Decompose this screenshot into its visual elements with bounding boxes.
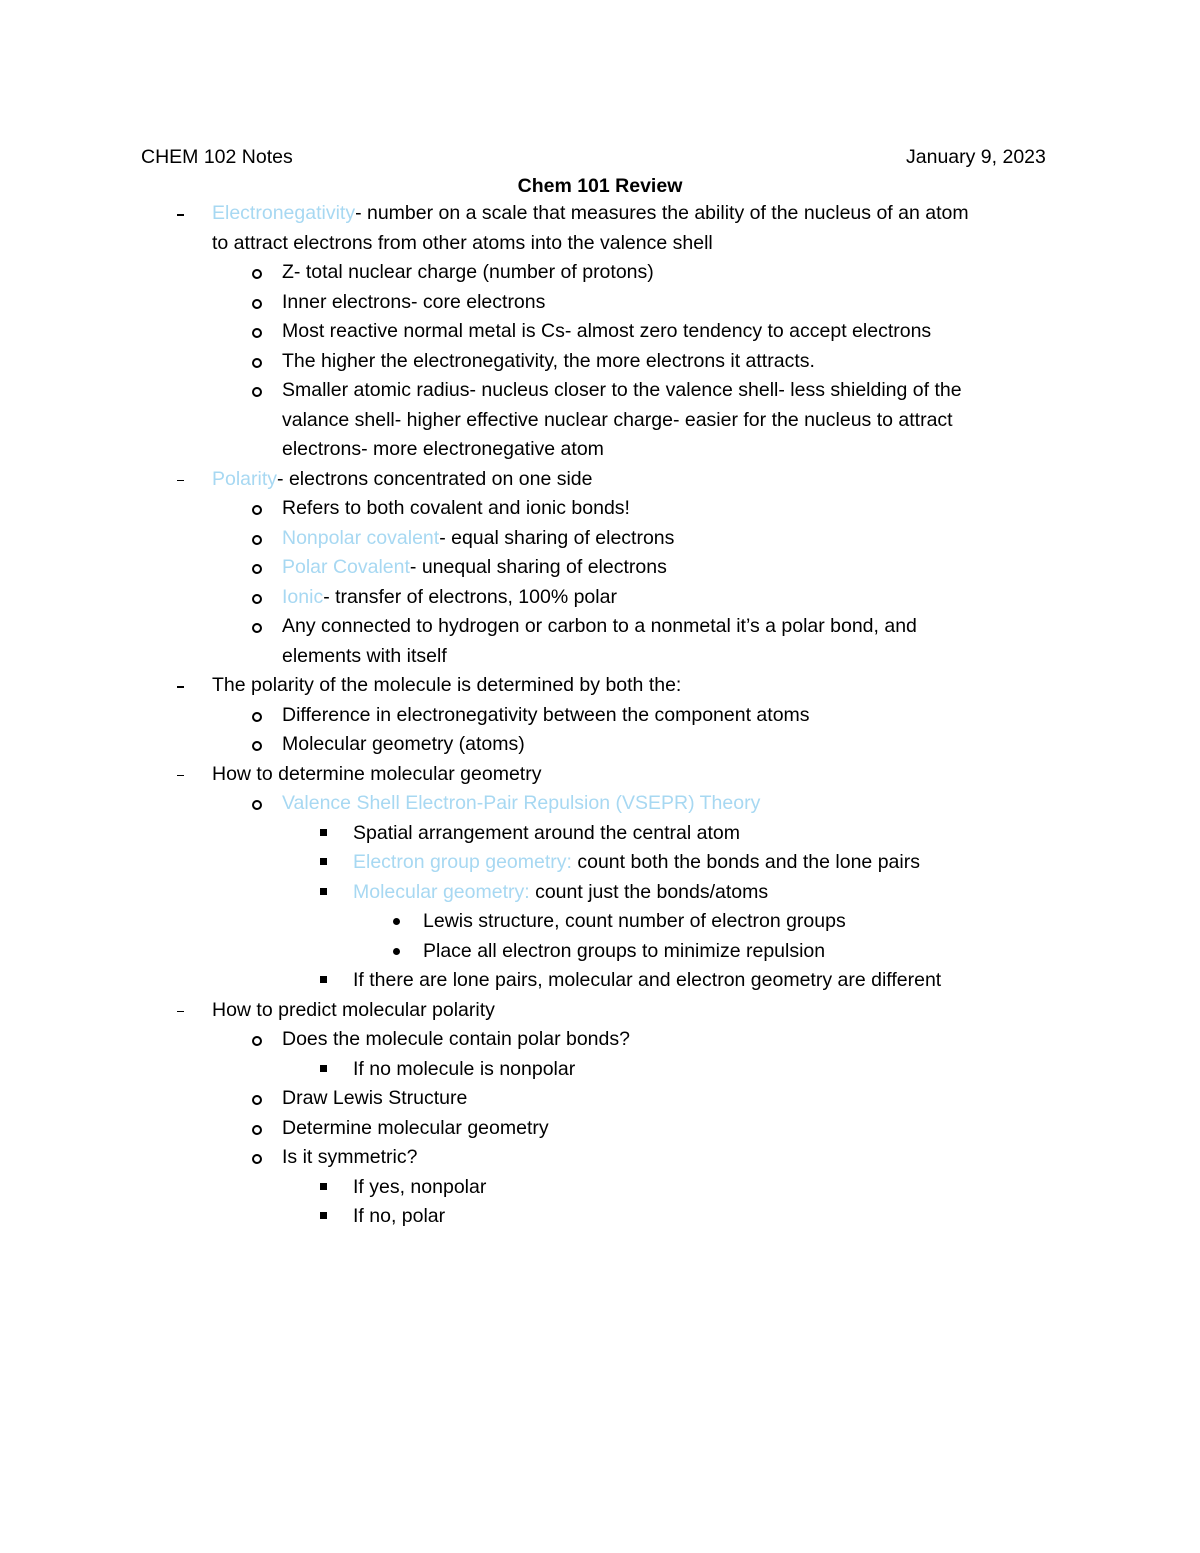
outline-item-level-2 <box>282 376 1070 465</box>
circle-bullet-icon <box>252 1114 264 1143</box>
item-text: If there are lone pairs, molecular and electron geometry are different <box>353 969 942 991</box>
highlighted-term: Valence Shell Electron-Pair Repulsion (VSEPR) Theory <box>282 792 761 814</box>
square-bullet-icon <box>320 1202 330 1231</box>
outline-item-level-4 <box>423 907 1070 937</box>
item-text: If no, polar <box>353 1205 446 1227</box>
item-text: - unequal sharing of electrons <box>409 556 667 578</box>
item-line <box>353 848 1070 878</box>
circle-bullet-icon <box>252 258 264 287</box>
outline-item-level-1 <box>212 996 1070 1026</box>
item-text: valance shell- higher effective nuclear charge- easier for the nucleus to attract <box>282 408 953 431</box>
item-text: electrons- more electronegative atom <box>282 438 604 460</box>
outline-item-level-3 <box>353 819 1070 849</box>
outline-item-level-2 <box>282 524 1070 554</box>
item-text: to attract electrons from other atoms into the valence shell <box>212 231 713 254</box>
outline-item-level-3 <box>353 966 1070 996</box>
item-text: Smaller atomic radius- nucleus closer to the valence shell- less shielding of the <box>282 379 962 401</box>
item-line <box>282 524 1070 554</box>
outline-item-level-2 <box>282 701 1070 731</box>
outline-item-level-2 <box>282 1025 1070 1055</box>
circle-bullet-icon <box>252 347 264 376</box>
outline-item-level-2 <box>282 317 1070 347</box>
item-line <box>212 199 1070 229</box>
header-course-title: CHEM 102 Notes <box>141 146 293 168</box>
circle-bullet-icon <box>252 1025 264 1054</box>
item-text: Refers to both covalent and ionic bonds! <box>282 497 630 519</box>
highlighted-term: Ionic <box>282 585 324 608</box>
outline-item-level-3 <box>353 1173 1070 1203</box>
item-line <box>282 789 1070 819</box>
highlighted-term: Nonpolar covalent <box>282 526 440 549</box>
notes-outline <box>0 199 1200 1232</box>
circle-bullet-icon <box>252 524 264 553</box>
square-bullet-icon <box>320 878 330 907</box>
circle-bullet-icon <box>252 730 264 759</box>
item-text: The higher the electronegativity, the more electrons it attracts. <box>282 349 815 372</box>
item-line <box>353 878 1070 908</box>
highlighted-term: Polar Covalent <box>282 556 410 578</box>
item-text: If no molecule is nonpolar <box>353 1057 576 1080</box>
item-text: Lewis structure, count number of electron groups <box>423 910 846 932</box>
page-title: Chem 101 Review <box>517 175 683 197</box>
outline-item-level-1 <box>212 671 1070 701</box>
circle-bullet-icon <box>252 376 264 405</box>
outline-item-level-2 <box>282 258 1070 288</box>
circle-bullet-icon <box>252 288 264 317</box>
circle-bullet-icon <box>252 583 264 612</box>
item-text: If yes, nonpolar <box>353 1175 487 1198</box>
outline-item-level-3 <box>353 1202 1070 1232</box>
outline-item-level-2 <box>282 1114 1070 1144</box>
item-text: Is it symmetric? <box>282 1146 418 1168</box>
item-text: Difference in electronegativity between the component atoms <box>282 703 810 726</box>
outline-item-level-2 <box>282 494 1070 524</box>
item-text: Spatial arrangement around the central atom <box>353 821 740 844</box>
item-text: - electrons concentrated on one side <box>277 467 593 490</box>
item-text: Draw Lewis Structure <box>282 1087 468 1109</box>
outline-item-level-2 <box>282 583 1070 613</box>
item-text: Inner electrons- core electrons <box>282 290 546 313</box>
outline-item-level-3 <box>353 848 1070 878</box>
outline-item-level-2 <box>282 1084 1070 1114</box>
circle-bullet-icon <box>252 1084 264 1113</box>
outline-item-level-2 <box>282 730 1070 760</box>
item-line <box>282 553 1070 583</box>
outline-item-level-3 <box>353 1055 1070 1085</box>
outline-item-level-2 <box>282 1143 1070 1173</box>
dot-bullet-icon <box>393 907 403 936</box>
item-text: How to predict molecular polarity <box>212 998 495 1021</box>
outline-item-level-4 <box>423 937 1070 967</box>
item-text: - number on a scale that measures the ability of the nucleus of an atom <box>355 202 969 224</box>
circle-bullet-icon <box>252 612 264 641</box>
item-text: count just the bonds/atoms <box>529 880 769 903</box>
header-date: January 9, 2023 <box>906 146 1046 168</box>
outline-item-level-1 <box>212 199 1070 258</box>
item-text: How to determine molecular geometry <box>212 762 542 785</box>
item-line <box>282 583 1070 613</box>
item-text: - transfer of electrons, 100% polar <box>323 585 617 608</box>
square-bullet-icon <box>320 1055 330 1084</box>
item-text: The polarity of the molecule is determined by both the: <box>212 674 682 696</box>
circle-bullet-icon <box>252 553 264 582</box>
circle-bullet-icon <box>252 789 264 818</box>
item-text: - equal sharing of electrons <box>439 526 675 549</box>
circle-bullet-icon <box>252 701 264 730</box>
outline-item-level-3 <box>353 878 1070 908</box>
square-bullet-icon <box>320 819 330 848</box>
outline-item-level-2 <box>282 789 1070 819</box>
outline-item-level-2 <box>282 347 1070 377</box>
item-text: Most reactive normal metal is Cs- almost zero tendency to accept electrons <box>282 320 932 342</box>
outline-item-level-2 <box>282 553 1070 583</box>
item-text: Does the molecule contain polar bonds? <box>282 1028 630 1050</box>
item-line <box>212 465 1070 495</box>
dot-bullet-icon <box>393 937 403 966</box>
highlighted-term: Polarity <box>212 467 278 490</box>
circle-bullet-icon <box>252 1143 264 1172</box>
square-bullet-icon <box>320 1173 330 1202</box>
item-text: Z- total nuclear charge (number of protons) <box>282 261 654 283</box>
item-text: Any connected to hydrogen or carbon to a nonmetal it’s a polar bond, and <box>282 615 917 637</box>
item-text: Place all electron groups to minimize repulsion <box>423 939 826 962</box>
item-text: count both the bonds and the lone pairs <box>571 851 920 873</box>
outline-item-level-1 <box>212 465 1070 495</box>
highlighted-term: Electronegativity <box>212 202 356 224</box>
highlighted-term: Molecular geometry: <box>353 880 530 903</box>
outline-item-level-2 <box>282 288 1070 318</box>
square-bullet-icon <box>320 966 330 995</box>
circle-bullet-icon <box>252 494 264 523</box>
highlighted-term: Electron group geometry: <box>353 851 572 873</box>
item-text: elements with itself <box>282 644 447 667</box>
item-text: Molecular geometry (atoms) <box>282 733 525 755</box>
square-bullet-icon <box>320 848 330 877</box>
circle-bullet-icon <box>252 317 264 346</box>
item-text: Determine molecular geometry <box>282 1116 549 1139</box>
outline-item-level-2 <box>282 612 1070 671</box>
outline-item-level-1 <box>212 760 1070 790</box>
